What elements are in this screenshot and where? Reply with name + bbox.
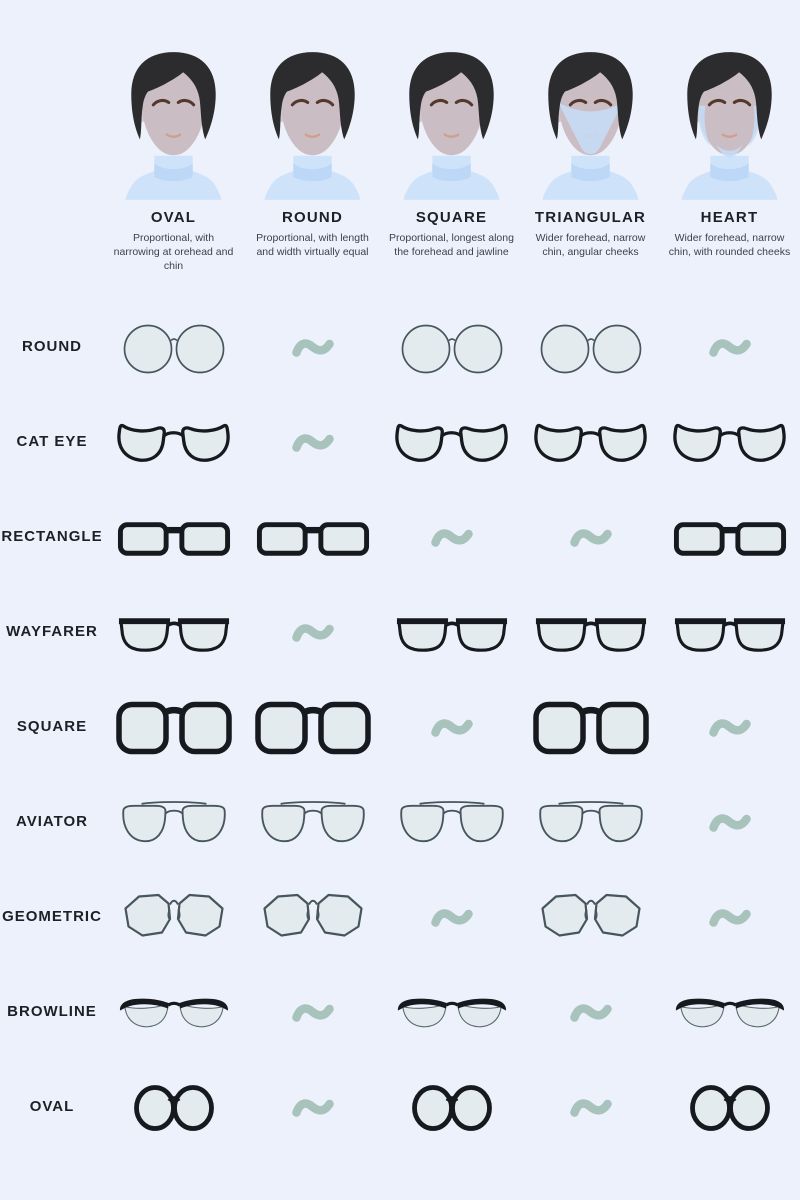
wayfarer-glasses-icon <box>672 612 788 654</box>
rectangle-glasses-icon <box>255 516 371 560</box>
tilde-icon <box>291 1096 335 1120</box>
cell-round-square <box>382 321 521 375</box>
cell-wayfarer-square <box>382 612 521 654</box>
tilde-icon <box>291 336 335 360</box>
cell-aviator-square <box>382 798 521 848</box>
frame-style-label: CAT EYE <box>16 433 88 451</box>
aviator-glasses-icon <box>257 798 369 848</box>
cell-oval-triangular <box>521 1096 660 1120</box>
wayfarer-glasses-icon <box>116 612 232 654</box>
cell-round-triangular <box>521 321 660 375</box>
cell-square-square <box>382 716 521 740</box>
cell-cat-eye-triangular <box>521 418 660 468</box>
frame-style-label: ROUND <box>22 338 82 356</box>
rectangle-glasses-icon <box>116 516 232 560</box>
cell-rectangle-triangular <box>521 526 660 550</box>
cell-square-heart <box>660 716 799 740</box>
browline-glasses-icon <box>118 993 230 1033</box>
tilde-icon <box>430 526 474 550</box>
cell-rectangle-square <box>382 526 521 550</box>
cell-browline-triangular <box>521 1001 660 1025</box>
face-shape-label: HEART <box>700 209 759 226</box>
frame-row-square <box>0 680 800 775</box>
tilde-icon <box>291 431 335 455</box>
frame-style-label: OVAL <box>29 1098 75 1116</box>
tilde-icon <box>430 716 474 740</box>
cell-round-oval <box>104 321 243 375</box>
cell-rectangle-heart <box>660 516 799 560</box>
round-glasses-icon <box>539 321 643 375</box>
cell-aviator-heart <box>660 811 799 835</box>
tilde-icon <box>569 1001 613 1025</box>
aviator-glasses-icon <box>396 798 508 848</box>
face-shape-label: TRIANGULAR <box>534 209 647 226</box>
cat-eye-glasses-icon <box>532 418 649 468</box>
face-shape-description: Wider forehead, narrow chin, with rounded cheeks <box>668 232 791 258</box>
frame-style-label: AVIATOR <box>15 813 88 831</box>
cell-square-oval <box>104 700 243 756</box>
square-glasses-icon <box>254 700 372 756</box>
browline-glasses-icon <box>674 993 786 1033</box>
face-shape-description: Wider forehead, narrow chin, angular cheeks <box>535 232 646 258</box>
frames-matrix <box>0 300 800 1155</box>
cell-geometric-triangular <box>521 891 660 945</box>
cell-cat-eye-oval <box>104 418 243 468</box>
tilde-icon <box>291 621 335 645</box>
cat-eye-glasses-icon <box>115 418 232 468</box>
cell-cat-eye-heart <box>660 418 799 468</box>
rectangle-glasses-icon <box>672 516 788 560</box>
cell-cat-eye-square <box>382 418 521 468</box>
cell-aviator-round <box>243 798 382 848</box>
round-glasses-icon <box>400 321 504 375</box>
cell-cat-eye-round <box>243 431 382 455</box>
wayfarer-glasses-icon <box>533 612 649 654</box>
face-column-oval <box>104 50 243 274</box>
cell-browline-square <box>382 993 521 1033</box>
triangular-face-illustration <box>531 50 650 200</box>
cell-wayfarer-heart <box>660 612 799 654</box>
oval-glasses-icon <box>134 1082 214 1134</box>
frame-row-rectangle <box>0 490 800 585</box>
cell-aviator-triangular <box>521 798 660 848</box>
face-shapes-header <box>0 0 800 274</box>
browline-glasses-icon <box>396 993 508 1033</box>
geometric-glasses-icon <box>259 891 367 945</box>
face-column-triangular <box>521 50 660 274</box>
oval-face-illustration <box>114 50 233 200</box>
tilde-icon <box>708 336 752 360</box>
face-shape-label: ROUND <box>282 209 343 226</box>
cell-oval-square <box>382 1082 521 1134</box>
cell-geometric-square <box>382 906 521 930</box>
cell-wayfarer-triangular <box>521 612 660 654</box>
cell-oval-heart <box>660 1082 799 1134</box>
wayfarer-glasses-icon <box>394 612 510 654</box>
frame-style-label: RECTANGLE <box>1 528 103 546</box>
face-shape-label: SQUARE <box>415 209 488 226</box>
face-shape-description: Proportional, with narrowing at orehead and chin <box>113 232 234 272</box>
round-glasses-icon <box>122 321 226 375</box>
square-glasses-icon <box>115 700 233 756</box>
frame-style-label: BROWLINE <box>7 1003 97 1021</box>
tilde-icon <box>708 906 752 930</box>
frame-row-wayfarer <box>0 585 800 680</box>
cell-aviator-oval <box>104 798 243 848</box>
frame-style-label: WAYFARER <box>6 623 98 641</box>
oval-glasses-icon <box>412 1082 492 1134</box>
cat-eye-glasses-icon <box>393 418 510 468</box>
frame-style-label: SQUARE <box>16 718 88 736</box>
round-face-illustration <box>253 50 372 200</box>
cell-rectangle-oval <box>104 516 243 560</box>
frame-row-round <box>0 300 800 395</box>
header-spacer <box>0 50 104 274</box>
tilde-icon <box>569 526 613 550</box>
aviator-glasses-icon <box>535 798 647 848</box>
heart-face-illustration <box>670 50 789 200</box>
face-shape-description: Proportional, with length and width virtually equal <box>256 232 369 258</box>
cell-oval-oval <box>104 1082 243 1134</box>
cell-geometric-heart <box>660 906 799 930</box>
frame-row-browline <box>0 965 800 1060</box>
cell-square-round <box>243 700 382 756</box>
cell-browline-heart <box>660 993 799 1033</box>
aviator-glasses-icon <box>118 798 230 848</box>
cell-geometric-oval <box>104 891 243 945</box>
frame-row-oval <box>0 1060 800 1155</box>
cell-wayfarer-round <box>243 621 382 645</box>
face-column-square <box>382 50 521 274</box>
tilde-icon <box>708 811 752 835</box>
cell-wayfarer-oval <box>104 612 243 654</box>
tilde-icon <box>708 716 752 740</box>
square-face-illustration <box>392 50 511 200</box>
cell-browline-round <box>243 1001 382 1025</box>
square-glasses-icon <box>532 700 650 756</box>
cat-eye-glasses-icon <box>671 418 788 468</box>
frame-row-aviator <box>0 775 800 870</box>
cell-round-heart <box>660 336 799 360</box>
face-column-round <box>243 50 382 274</box>
frame-row-geometric <box>0 870 800 965</box>
tilde-icon <box>569 1096 613 1120</box>
cell-round-round <box>243 336 382 360</box>
geometric-glasses-icon <box>120 891 228 945</box>
cell-geometric-round <box>243 891 382 945</box>
cell-browline-oval <box>104 993 243 1033</box>
frame-row-cat-eye <box>0 395 800 490</box>
face-shape-description: Proportional, longest along the forehead and jawline <box>389 232 514 258</box>
geometric-glasses-icon <box>537 891 645 945</box>
face-shape-label: OVAL <box>150 209 197 226</box>
cell-rectangle-round <box>243 516 382 560</box>
cell-oval-round <box>243 1096 382 1120</box>
cell-square-triangular <box>521 700 660 756</box>
face-column-heart <box>660 50 799 274</box>
frame-style-label: GEOMETRIC <box>2 908 102 926</box>
oval-glasses-icon <box>690 1082 770 1134</box>
tilde-icon <box>291 1001 335 1025</box>
tilde-icon <box>430 906 474 930</box>
